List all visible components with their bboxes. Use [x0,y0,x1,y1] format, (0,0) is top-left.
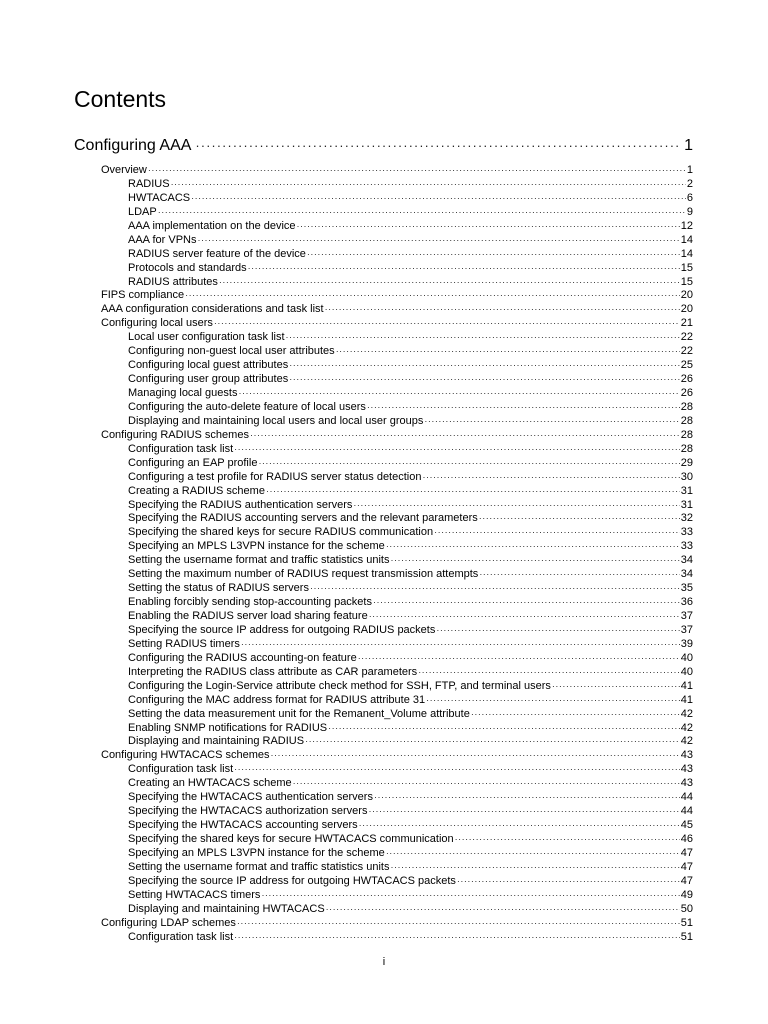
toc-entry[interactable] [101,289,693,303]
toc-entry-page-number: 47 [680,846,693,859]
toc-entry-label: Setting HWTACACS timers [128,888,261,901]
dot-leader [195,136,680,156]
dot-leader [353,499,679,513]
dot-leader [171,178,686,192]
toc-entry[interactable] [101,763,693,777]
toc-entry[interactable] [101,234,693,248]
page-title: Contents [74,86,167,112]
toc-entry-page-number: 14 [680,233,693,246]
dot-leader [368,805,679,819]
toc-entry-page-number: 34 [680,554,693,567]
toc-entry[interactable] [101,373,693,387]
toc-entry-page-number: 12 [680,219,693,232]
toc-entry-label: Specifying the shared keys for secure RADIUS communication [128,526,434,539]
toc-entry-label: RADIUS server feature of the device [128,247,306,260]
toc-entry-label: Configuring HWTACACS schemes [101,749,270,762]
dot-leader [197,234,679,248]
dot-leader [250,429,680,443]
toc-entry[interactable] [101,178,693,192]
dot-leader [436,624,679,638]
toc-entry[interactable] [101,443,693,457]
dot-leader [241,638,680,652]
toc-entry[interactable] [101,192,693,206]
toc-entry-label: Setting the username format and traffic statistics units [128,860,390,873]
toc-entry-label: Configuring an EAP profile [128,456,258,469]
toc-entry-page-number: 46 [680,833,693,845]
toc-entry[interactable] [101,931,693,945]
dot-leader [552,680,680,694]
toc-entry-label: Creating an HWTACACS scheme [128,777,292,790]
toc-entry[interactable] [101,847,693,861]
toc-entry[interactable] [101,331,693,345]
toc-entry[interactable] [101,749,693,763]
toc-entry-page-number: 28 [680,400,693,413]
toc-entry-label: Creating a RADIUS scheme [128,484,265,497]
toc-entry-page-number: 25 [680,359,693,372]
toc-entry-page-number: 20 [680,303,693,316]
dot-leader [418,666,680,680]
toc-entry-page-number: 33 [680,526,693,539]
dot-leader [289,373,680,387]
toc-entry-label: Protocols and standards [128,261,247,274]
toc-entry-label: Specifying the HWTACACS authorization servers [128,805,368,818]
toc-entry[interactable] [101,610,693,624]
toc-entry-page-number: 42 [680,707,693,720]
dot-leader [426,694,680,708]
toc-entry-page-number: 20 [680,289,693,302]
dot-leader [369,610,680,624]
toc-entry[interactable] [101,819,693,833]
toc-entry-page-number: 6 [686,191,693,204]
page-footer-number: i [382,956,386,968]
toc-entry-label: FIPS compliance [101,289,185,302]
toc-entry-page-number: 22 [680,331,693,344]
toc-entry[interactable] [101,512,693,526]
dot-leader [457,875,680,889]
toc-entry[interactable] [101,680,693,694]
toc-entry-label: Specifying the RADIUS accounting servers and the relevant parameters [128,512,478,525]
dot-leader [148,164,686,178]
toc-entry-page-number: 40 [680,651,693,664]
dot-leader [479,568,679,582]
toc-entry[interactable] [101,415,693,429]
toc-entry-label: Configuring local guest attributes [128,359,289,372]
dot-leader [386,847,680,861]
toc-entry[interactable] [101,317,693,331]
toc-entry-page-number: 2 [686,177,693,190]
toc-entry-page-number: 22 [680,345,693,358]
toc-entry-label: RADIUS [128,177,170,190]
toc-entry[interactable] [101,805,693,819]
toc-entry-page-number: 51 [680,930,693,943]
dot-leader [293,777,680,791]
dot-leader [471,708,680,722]
toc-entry-label: AAA for VPNs [128,233,197,246]
dot-leader [191,192,686,206]
toc-entry-page-number: 15 [680,261,693,274]
toc-entry-label: Overview [101,164,147,176]
dot-leader [289,359,680,373]
toc-entry[interactable] [101,903,693,917]
dot-leader [455,833,680,847]
toc-entry[interactable] [101,206,693,220]
toc-entry-label: AAA implementation on the device [128,219,296,232]
dot-leader [422,471,679,485]
toc-entry-page-number: 37 [680,623,693,636]
dot-leader [424,415,679,429]
dot-leader [325,303,680,317]
toc-entry-label: Configuring the MAC address format for RADIUS attribute 31 [128,693,426,706]
toc-entry[interactable] [101,276,693,290]
toc-entry-page-number: 42 [680,721,693,734]
toc-entry-label: Specifying the HWTACACS authentication servers [128,791,373,804]
toc-entry[interactable] [101,708,693,722]
toc-entry[interactable] [101,345,693,359]
toc-entry-page-number: 1 [686,164,693,176]
toc-entry-label: Displaying and maintaining local users and local user groups [128,414,424,427]
toc-entry-page-number: 47 [680,860,693,873]
toc-entry-label: Enabling the RADIUS server load sharing feature [128,610,368,622]
toc-entry-label: Setting the maximum number of RADIUS request transmission attempts [128,568,479,581]
toc-entry[interactable] [101,359,693,373]
toc-entry[interactable] [101,917,693,931]
toc-entry-label: Specifying an MPLS L3VPN instance for the scheme [128,846,385,859]
toc-entry-page-number: 41 [680,679,693,692]
dot-leader [386,540,680,554]
toc-entry-label: Specifying the shared keys for secure HWTACACS communication [128,833,454,845]
toc-chapter-entry[interactable] [74,136,693,156]
toc-entry-label: Specifying an MPLS L3VPN instance for the scheme [128,540,385,553]
toc-entry[interactable] [101,833,693,847]
dot-leader [328,722,680,736]
toc-entry-label: Configuring local users [101,317,213,330]
dot-leader [261,889,679,903]
toc-entry-label: Configuring non-guest local user attributes [128,345,335,358]
toc-entry[interactable] [101,791,693,805]
toc-entry-page-number: 42 [680,735,693,748]
toc-entry[interactable] [101,303,693,317]
toc-entry-page-number: 29 [680,456,693,469]
toc-entry-page-number: 50 [680,902,693,915]
toc-entry-label: Setting the username format and traffic statistics units [128,554,390,567]
toc-entry-label: Specifying the HWTACACS accounting servers [128,819,358,832]
toc-entry-label: LDAP [128,205,157,218]
toc-entry[interactable] [101,554,693,568]
toc-entry-label: Configuring a test profile for RADIUS server status detection [128,470,422,483]
toc-entry-page-number: 45 [680,819,693,832]
toc-entry[interactable] [101,499,693,513]
toc-entry-page-number: 33 [680,540,693,553]
toc-entry[interactable] [101,248,693,262]
toc-entry-page-number: 47 [680,874,693,887]
toc-entry-page-number: 44 [680,805,693,818]
dot-leader [286,331,680,345]
toc-entry[interactable] [101,485,693,499]
toc-entry-label: Specifying the source IP address for outgoing RADIUS packets [128,623,436,636]
dot-leader [234,443,680,457]
dot-leader [234,931,680,945]
toc-entry[interactable] [101,568,693,582]
dot-leader [326,903,680,917]
toc-entry-page-number: 21 [680,317,693,330]
toc-entry-label: Configuring LDAP schemes [101,916,236,929]
dot-leader [310,582,680,596]
dot-leader [271,749,680,763]
dot-leader [234,763,680,777]
toc-entry-page-number: 41 [680,693,693,706]
toc-entry-label: Configuration task list [128,930,234,943]
toc-entry[interactable] [101,582,693,596]
toc-entry[interactable] [101,722,693,736]
toc-entry-label: Configuring the auto-delete feature of local users [128,400,366,413]
toc-entry-page-number: 31 [680,484,693,497]
dot-leader [219,276,680,290]
toc-entry-label: Enabling forcibly sending stop-accounting packets [128,596,372,609]
dot-leader [367,401,680,415]
dot-leader [390,861,679,875]
toc-entry-label: Configuring the RADIUS accounting-on feature [128,651,357,664]
toc-entry-page-number: 43 [680,777,693,790]
toc-entry-page-number: 28 [680,414,693,427]
toc-entry-page-number: 31 [680,498,693,511]
toc-entry-label: Managing local guests [128,387,238,399]
toc-entry[interactable] [101,652,693,666]
dot-leader [374,791,680,805]
toc-entry[interactable] [101,694,693,708]
toc-entry-label: Displaying and maintaining HWTACACS [128,902,325,915]
dot-leader [358,652,680,666]
dot-leader [390,554,679,568]
toc-entry-page-number: 26 [680,387,693,399]
toc-entry[interactable] [101,735,693,749]
dot-leader [158,206,686,220]
toc-entry[interactable] [101,262,693,276]
toc-entry-label: Specifying the source IP address for outgoing HWTACACS packets [128,874,456,887]
dot-leader [336,345,680,359]
table-of-contents [101,164,693,945]
toc-entry-page-number: 9 [686,205,693,218]
toc-entry-page-number: 43 [680,749,693,762]
toc-entry[interactable] [101,401,693,415]
toc-entry[interactable] [101,596,693,610]
toc-entry-page-number: 43 [680,763,693,776]
toc-entry[interactable] [101,777,693,791]
toc-entry-label: Specifying the RADIUS authentication servers [128,498,353,511]
toc-entry[interactable] [101,526,693,540]
toc-entry[interactable] [101,220,693,234]
dot-leader [214,317,680,331]
dot-leader [258,457,679,471]
toc-entry-label: RADIUS attributes [128,275,218,288]
toc-entry-label: Configuring user group attributes [128,373,289,386]
toc-entry-page-number: 34 [680,568,693,581]
toc-entry[interactable] [101,861,693,875]
dot-leader [373,596,680,610]
toc-entry[interactable] [101,540,693,554]
toc-entry-page-number: 30 [680,470,693,483]
toc-entry[interactable] [101,638,693,652]
toc-entry-label: Configuration task list [128,442,234,455]
toc-entry-label: HWTACACS [128,191,191,204]
toc-entry-label: Setting RADIUS timers [128,637,240,650]
toc-entry-label: Configuring RADIUS schemes [101,428,249,441]
toc-entry[interactable] [101,875,693,889]
toc-entry-label: Interpreting the RADIUS class attribute as CAR parameters [128,665,418,678]
toc-entry-page-number: 51 [680,916,693,929]
toc-entry-page-number: 49 [680,888,693,901]
dot-leader [479,512,680,526]
toc-entry[interactable] [101,457,693,471]
dot-leader [185,289,680,303]
toc-entry-page-number: 37 [680,610,693,622]
chapter-label: Configuring AAA [74,137,192,154]
dot-leader [248,262,680,276]
toc-entry[interactable] [101,666,693,680]
toc-entry-page-number: 44 [680,791,693,804]
toc-entry-label: Configuration task list [128,763,234,776]
toc-entry-page-number: 26 [680,373,693,386]
toc-entry-page-number: 15 [680,275,693,288]
dot-leader [297,220,680,234]
toc-entry-page-number: 32 [680,512,693,525]
toc-entry[interactable] [101,429,693,443]
dot-leader [434,526,680,540]
dot-leader [238,387,679,401]
dot-leader [307,248,680,262]
toc-entry-label: AAA configuration considerations and task list [101,303,324,316]
dot-leader [237,917,680,931]
toc-entry[interactable] [101,471,693,485]
toc-entry-page-number: 35 [680,582,693,595]
dot-leader [305,735,680,749]
toc-entry-label: Configuring the Login-Service attribute check method for SSH, FTP, and terminal users [128,679,551,692]
toc-entry-label: Displaying and maintaining RADIUS [128,735,305,748]
toc-entry-page-number: 14 [680,247,693,260]
toc-entry-page-number: 40 [680,665,693,678]
toc-entry-label: Setting the data measurement unit for the Remanent_Volume attribute [128,707,470,720]
toc-entry-page-number: 28 [680,428,693,441]
toc-entry-page-number: 28 [680,442,693,455]
toc-entry[interactable] [101,624,693,638]
dot-leader [359,819,680,833]
toc-entry-page-number: 39 [680,637,693,650]
toc-entry-label: Local user configuration task list [128,331,285,344]
toc-entry-page-number: 36 [680,596,693,609]
dot-leader [266,485,680,499]
toc-entry[interactable] [101,889,693,903]
toc-entry-label: Enabling SNMP notifications for RADIUS [128,721,328,734]
toc-entry[interactable] [101,164,693,178]
chapter-page-number: 1 [684,137,693,154]
toc-entry[interactable] [101,387,693,401]
toc-entry-label: Setting the status of RADIUS servers [128,582,309,595]
